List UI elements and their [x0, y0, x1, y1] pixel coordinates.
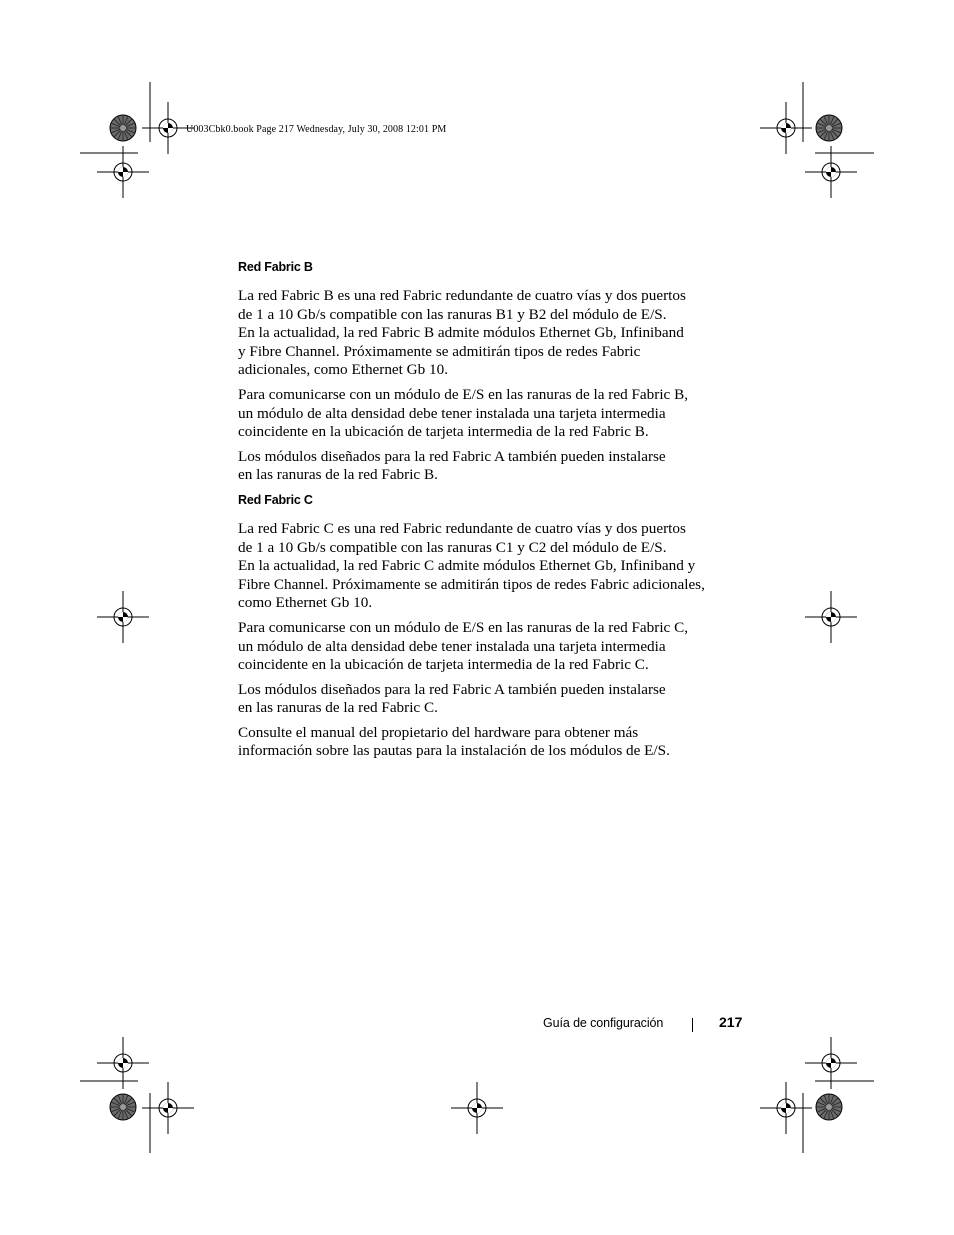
registration-mark-icon	[805, 591, 857, 643]
text-line: La red Fabric C es una red Fabric redundante de cuatro vías y dos puertos	[238, 519, 686, 537]
text-line: información sobre las pautas para la instalación de los módulos de E/S.	[238, 742, 670, 760]
registration-mark-icon	[97, 591, 149, 643]
paragraph	[238, 724, 738, 761]
paragraph	[238, 448, 738, 485]
registration-mark-icon	[760, 102, 812, 154]
text-line: coincidente en la ubicación de tarjeta intermedia de la red Fabric C.	[238, 656, 649, 674]
registration-mark-icon	[805, 146, 857, 198]
corner-target-icon	[110, 1094, 136, 1120]
text-line: en las ranuras de la red Fabric B.	[238, 466, 438, 484]
paragraph	[238, 386, 738, 442]
paragraph	[238, 287, 738, 380]
corner-target-icon	[110, 115, 136, 141]
corner-target-icon	[816, 115, 842, 141]
page-footer	[0, 1014, 954, 1038]
guide-title: Guía de configuración	[543, 1016, 664, 1030]
page-number: 217	[719, 1014, 743, 1030]
text-line: Los módulos diseñados para la red Fabric A también pueden instalarse	[238, 680, 666, 698]
text-line: Fibre Channel. Próximamente se admitirán tipos de redes Fabric adicionales,	[238, 575, 705, 593]
corner-target-icon	[816, 1094, 842, 1120]
registration-mark-icon	[760, 1082, 812, 1134]
text-line: En la actualidad, la red Fabric B admite módulos Ethernet Gb, Infiniband	[238, 324, 684, 342]
text-line: La red Fabric B es una red Fabric redundante de cuatro vías y dos puertos	[238, 287, 686, 304]
section-heading: Red Fabric C	[238, 492, 313, 507]
section-heading: Red Fabric B	[238, 260, 313, 274]
text-line: un módulo de alta densidad debe tener instalada una tarjeta intermedia	[238, 637, 666, 655]
footer-divider	[692, 1018, 693, 1032]
text-line: en las ranuras de la red Fabric C.	[238, 699, 438, 717]
print-slug: U003Cbk0.book Page 217 Wednesday, July 30, 2008 12:01 PM	[186, 124, 447, 135]
text-line: adicionales, como Ethernet Gb 10.	[238, 361, 449, 379]
text-line: coincidente en la ubicación de tarjeta intermedia de la red Fabric B.	[238, 423, 649, 441]
text-line: Los módulos diseñados para la red Fabric A también pueden instalarse	[238, 447, 666, 465]
text-line: de 1 a 10 Gb/s compatible con las ranuras B1 y B2 del módulo de E/S.	[238, 305, 667, 323]
paragraph	[238, 520, 738, 613]
registration-mark-icon	[451, 1082, 503, 1134]
page-body	[238, 258, 738, 767]
registration-mark-icon	[97, 146, 149, 198]
paragraph	[238, 619, 738, 675]
text-line: Consulte el manual del propietario del hardware para obtener más	[238, 723, 639, 741]
text-line: de 1 a 10 Gb/s compatible con las ranuras C1 y C2 del módulo de E/S.	[238, 538, 667, 556]
text-line: un módulo de alta densidad debe tener instalada una tarjeta intermedia	[238, 404, 666, 422]
text-line: Para comunicarse con un módulo de E/S en las ranuras de la red Fabric C,	[238, 618, 689, 636]
text-line: como Ethernet Gb 10.	[238, 594, 373, 612]
text-line: En la actualidad, la red Fabric C admite módulos Ethernet Gb, Infiniband y	[238, 557, 696, 575]
text-line: Para comunicarse con un módulo de E/S en las ranuras de la red Fabric B,	[238, 385, 689, 403]
paragraph	[238, 681, 738, 718]
text-line: y Fibre Channel. Próximamente se admitirán tipos de redes Fabric	[238, 342, 641, 360]
